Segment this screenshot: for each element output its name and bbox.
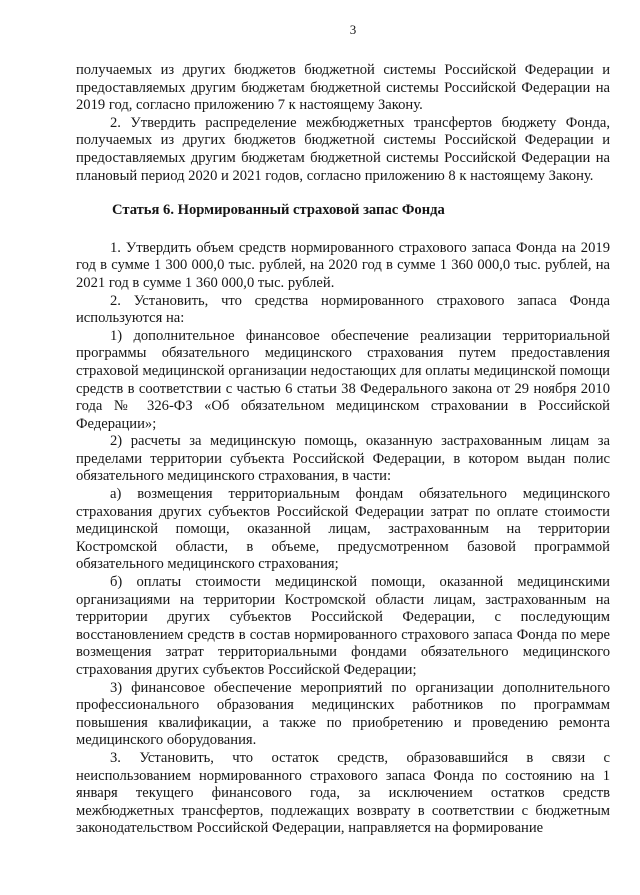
paragraph-item-1: 1. Утвердить объем средств нормированного страхового запаса Фонда на 2019 год в сумме 1 300 000,0 тыс. рублей, на 2020 год в сумме 1 360 000,0 тыс. рублей, на 2021 год в сумме 1 360 000,0 тыс. рублей. bbox=[76, 239, 610, 291]
subitem-1: 1) дополнительное финансовое обеспечение реализации территориальной программы обязательного медицинского страхования путем предоставления страховой медицинской организации недостающих для оплаты медицинской помощи средств в соответствии с частью 6 статьи 38 Федерального закона от 29 ноября 2010 года № 326-ФЗ «Об обязательном медицинском страховании в Российской Федерации»; bbox=[76, 327, 610, 432]
subitem-2b: б) оплаты стоимости медицинской помощи, оказанной медицинскими организациями на территории Костромской области лицам, застрахованным на территории других субъектов Российской Федерации, с последующим восстановлением средств в состав нормированного страхового запаса Фонда по мере возмещения затрат территориальными фондами обязательного медицинского страхования других субъектов Российской Федерации; bbox=[76, 574, 610, 678]
paragraph-item-2-uses: 2. Установить, что средства нормированного страхового запаса Фонда используются на: bbox=[76, 292, 610, 327]
paragraph-item-2: 2. Утвердить распределение межбюджетных трансфертов бюджету Фонда, получаемых из других бюджетов бюджетной системы Российской Федерации и предоставляемых другим бюджетам бюджетной системы Российской Федерации на плановый период 2020 и 2021 годов, согласно приложению 8 к настоящему Закону. bbox=[76, 114, 610, 184]
subitem-3: 3) финансовое обеспечение мероприятий по организации дополнительного профессионального образования медицинских работников по программам повышения квалификации, а также по приобретению и проведению ремонта медицинского оборудования. bbox=[76, 679, 610, 749]
subitem-2: 2) расчеты за медицинскую помощь, оказанную застрахованным лицам за пределами территории субъекта Российской Федерации, в котором выдан полис обязательного медицинского страхования, в части: bbox=[76, 433, 610, 485]
document-page bbox=[76, 22, 610, 838]
page-number: 3 bbox=[349, 22, 357, 37]
article-heading: Статья 6. Нормированный страховой запас Фонда bbox=[112, 202, 445, 219]
paragraph-item-3: 3. Установить, что остаток средств, образовавшийся в связи с неиспользованием нормированного страхового запаса Фонда по состоянию на 1 января текущего финансового года, за исключением остатков средств межбюджетных трансфертов, подлежащих возврату в соответствии с бюджетным законодательством Российской Федерации, направляется на формирование bbox=[76, 749, 610, 837]
subitem-2a: а) возмещения территориальным фондам обязательного медицинского страхования других субъектов Российской Федерации затрат по оплате стоимости медицинской помощи, оказанной лицам, застрахованным на территории Костромской области, в объеме, предусмотренном базовой программой обязательного медицинского страхования; bbox=[76, 486, 610, 573]
paragraph-continuation: получаемых из других бюджетов бюджетной системы Российской Федерации и предоставляемых другим бюджетам бюджетной системы Российской Федерации на 2019 год, согласно приложению 7 к настоящему Закону. bbox=[76, 62, 610, 114]
